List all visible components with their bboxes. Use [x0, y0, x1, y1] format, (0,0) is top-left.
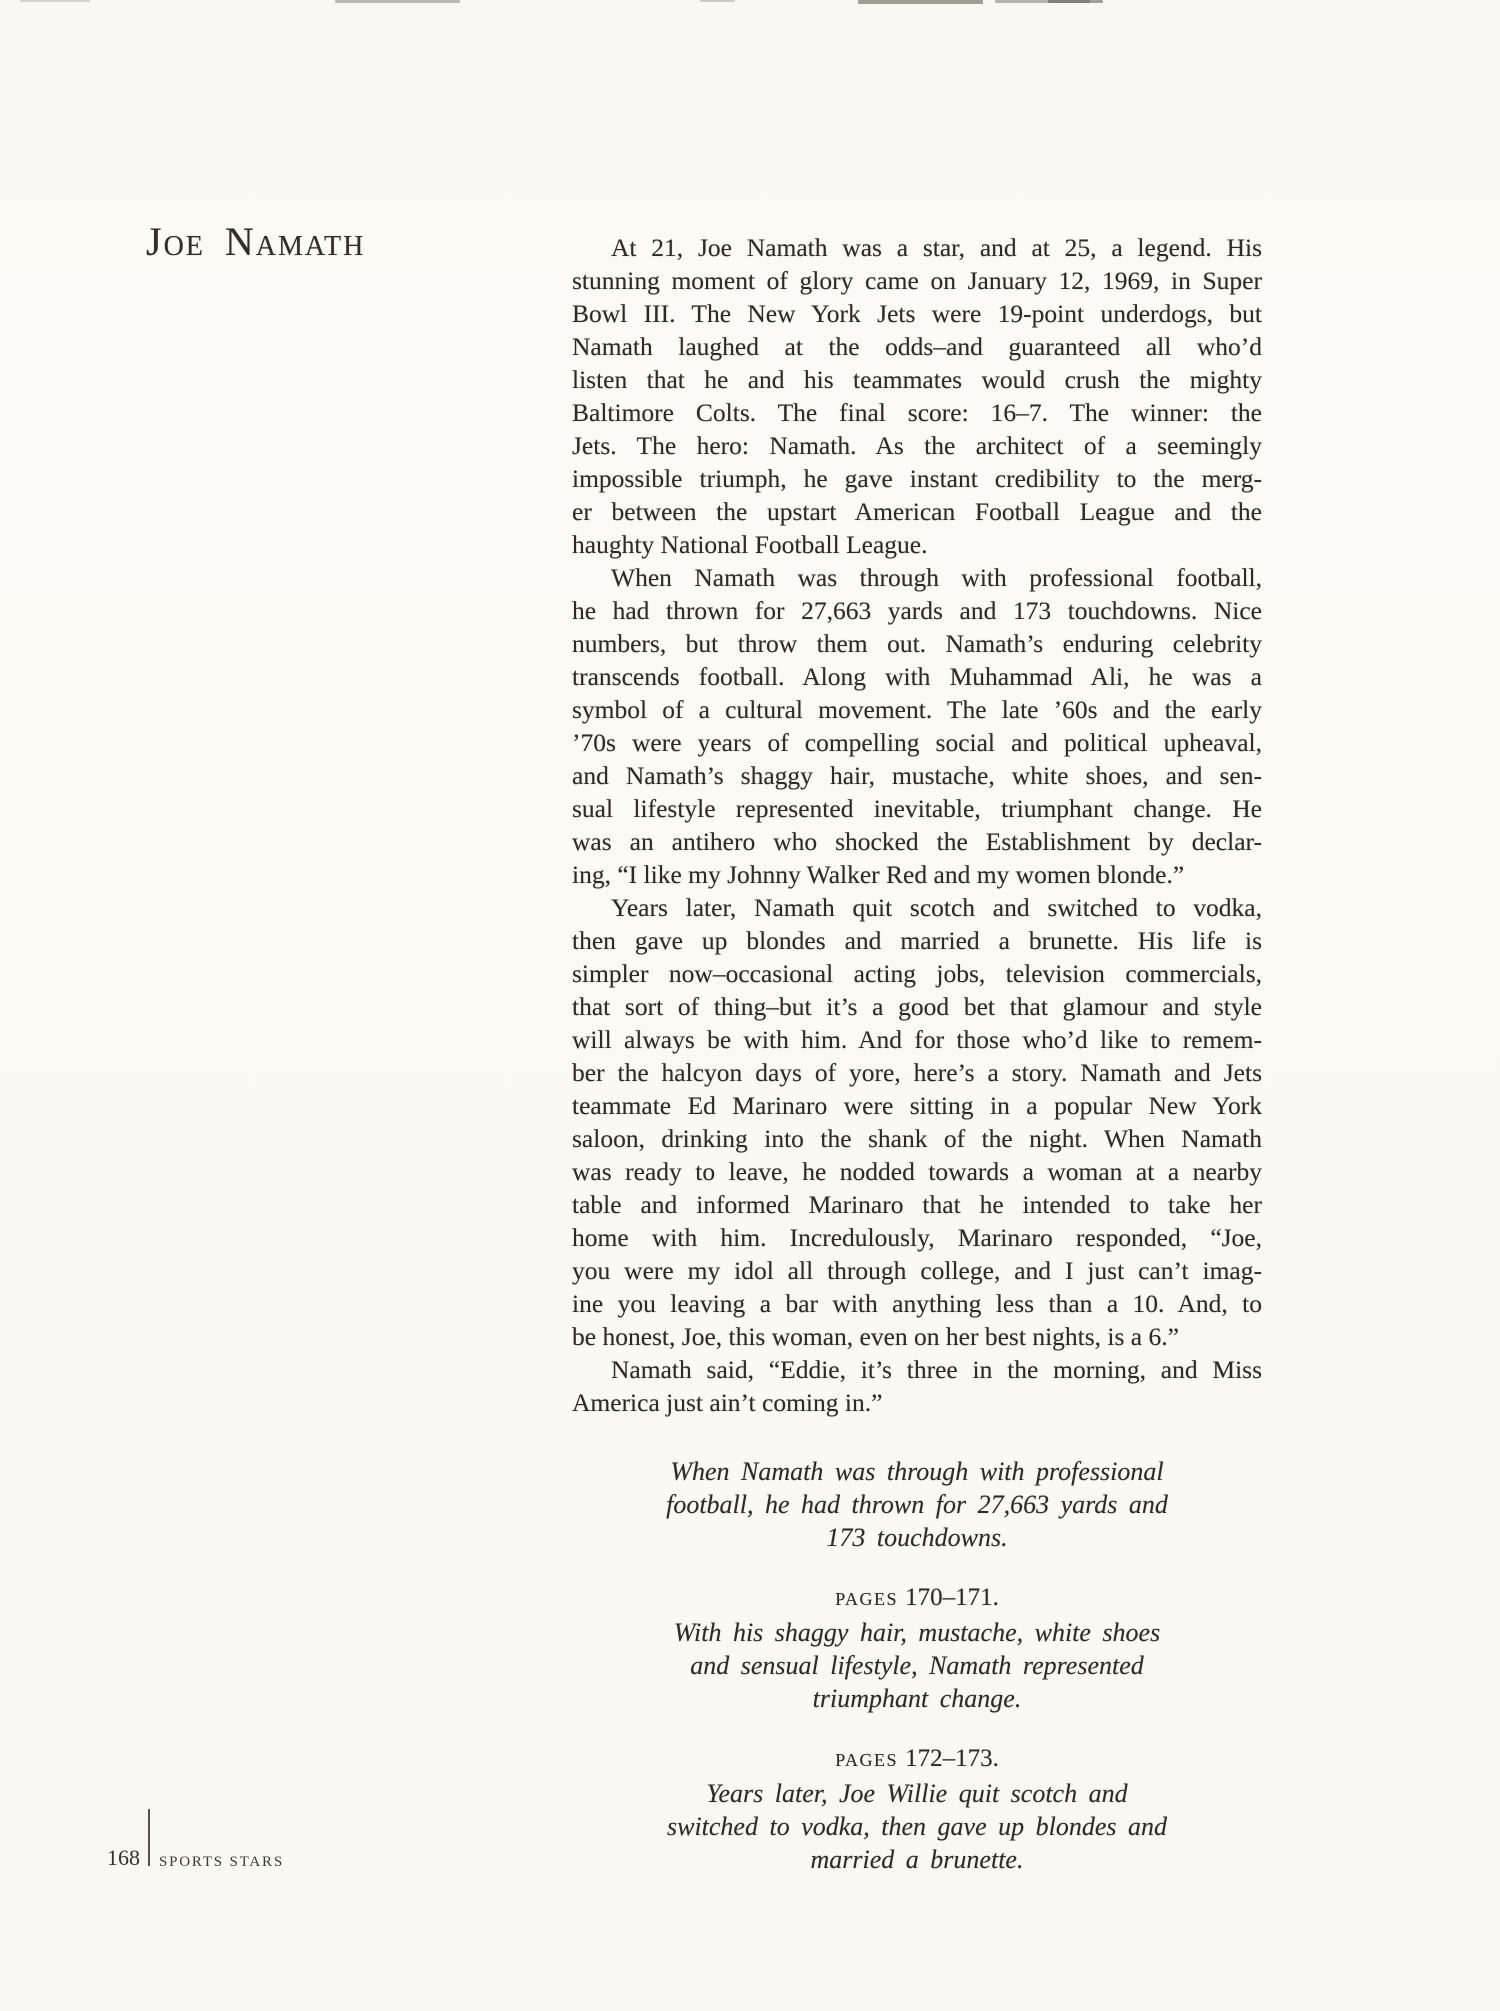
body-text-line: was ready to leave, he nodded towards a woman at a nearby [572, 1157, 1262, 1186]
pages-label: PAGES [835, 1750, 899, 1770]
scan-artifact [700, 0, 735, 2]
caption-quote-2 [572, 1616, 1262, 1715]
body-text-line: When Namath was through with professional football, [611, 563, 1262, 592]
scan-artifact [335, 0, 460, 3]
body-text-line: ber the halcyon days of yore, here’s a story. Namath and Jets [572, 1058, 1262, 1087]
body-text-line: numbers, but throw them out. Namath’s enduring celebrity [572, 629, 1262, 658]
body-text-line: then gave up blondes and married a brunette. His life is [572, 926, 1262, 955]
pages-reference-1 [572, 1580, 1262, 1616]
caption-quote-1 [572, 1455, 1262, 1554]
caption-line: married a brunette. [810, 1845, 1024, 1874]
caption-line: and sensual lifestyle, Namath represented [690, 1651, 1144, 1680]
page-number: 168 [107, 1845, 140, 1870]
body-text-line: was an antihero who shocked the Establishment by declar- [572, 827, 1262, 856]
pages-label: PAGES [835, 1589, 899, 1609]
body-text-line: ine you leaving a bar with anything less than a 10. And, to [572, 1289, 1262, 1318]
page-footer [106, 1809, 426, 1870]
caption-line: When Namath was through with professional [670, 1457, 1164, 1486]
body-text-line: ’70s were years of compelling social and political upheaval, [572, 728, 1262, 757]
body-text-line: be honest, Joe, this woman, even on her best nights, is a 6.” [572, 1322, 1179, 1351]
body-text-line: symbol of a cultural movement. The late ’60s and the early [572, 695, 1262, 724]
pages-reference-2 [572, 1741, 1262, 1777]
body-text-line: he had thrown for 27,663 yards and 173 touchdowns. Nice [572, 596, 1262, 625]
caption-line: Years later, Joe Willie quit scotch and [706, 1779, 1128, 1808]
pages-range: 170–171. [905, 1584, 999, 1611]
caption-line: switched to vodka, then gave up blondes and [666, 1812, 1168, 1841]
scan-artifact [858, 0, 983, 4]
body-text-line: ing, “I like my Johnny Walker Red and my women blonde.” [572, 860, 1185, 889]
body-text-line: transcends football. Along with Muhammad Ali, he was a [572, 662, 1262, 691]
body-text-line: listen that he and his teammates would crush the mighty [572, 365, 1262, 394]
body-text-line: table and informed Marinaro that he intended to take her [572, 1190, 1262, 1219]
body-text-line: simpler now–occasional acting jobs, television commercials, [572, 959, 1262, 988]
body-text-line: er between the upstart American Football League and the [572, 497, 1262, 526]
body-text-line: America just ain’t coming in.” [572, 1388, 883, 1417]
caption-line: football, he had thrown for 27,663 yards and [666, 1490, 1168, 1519]
body-text-line: impossible triumph, he gave instant credibility to the merg- [572, 464, 1262, 493]
body-text-line: and Namath’s shaggy hair, mustache, white shoes, and sen- [572, 761, 1262, 790]
section-title: SPORTS STARS [159, 1854, 284, 1870]
body-text-line: haughty National Football League. [572, 530, 928, 559]
body-text-line: Namath laughed at the odds–and guaranteed all who’d [572, 332, 1262, 361]
body-text-line: Baltimore Colts. The final score: 16–7. The winner: the [572, 398, 1262, 427]
body-text-line: Bowl III. The New York Jets were 19-point underdogs, but [572, 299, 1262, 328]
body-text-line: Years later, Namath quit scotch and switched to vodka, [611, 893, 1262, 922]
article-body [572, 231, 1262, 1419]
body-text-line: At 21, Joe Namath was a star, and at 25, a legend. His [611, 233, 1262, 262]
scan-artifact [20, 0, 90, 2]
body-text-line: stunning moment of glory came on January 12, 1969, in Super [572, 266, 1262, 295]
caption-quote-3 [572, 1777, 1262, 1876]
caption-line: triumphant change. [812, 1684, 1022, 1713]
body-text-line: that sort of thing–but it’s a good bet that glamour and style [572, 992, 1262, 1021]
body-text-line: sual lifestyle represented inevitable, triumphant change. He [572, 794, 1262, 823]
caption-line: With his shaggy hair, mustache, white shoes [673, 1618, 1161, 1647]
body-text-line: teammate Ed Marinaro were sitting in a popular New York [572, 1091, 1262, 1120]
body-text-line: saloon, drinking into the shank of the night. When Namath [572, 1124, 1262, 1153]
body-text-line: Namath said, “Eddie, it’s three in the morning, and Miss [611, 1355, 1262, 1384]
pages-range: 172–173. [905, 1745, 999, 1772]
caption-block [572, 1455, 1262, 1876]
caption-line: 173 touchdowns. [826, 1523, 1008, 1552]
body-text-line: home with him. Incredulously, Marinaro responded, “Joe, [572, 1223, 1262, 1252]
body-text-line: you were my idol all through college, and I just can’t imag- [572, 1256, 1262, 1285]
body-text-line: Jets. The hero: Namath. As the architect of a seemingly [572, 431, 1262, 460]
footer-divider [148, 1809, 150, 1866]
scan-artifact [1048, 0, 1103, 3]
body-text-line: will always be with him. And for those who’d like to remem- [572, 1025, 1262, 1054]
article-title: Joe Namath [146, 219, 366, 264]
